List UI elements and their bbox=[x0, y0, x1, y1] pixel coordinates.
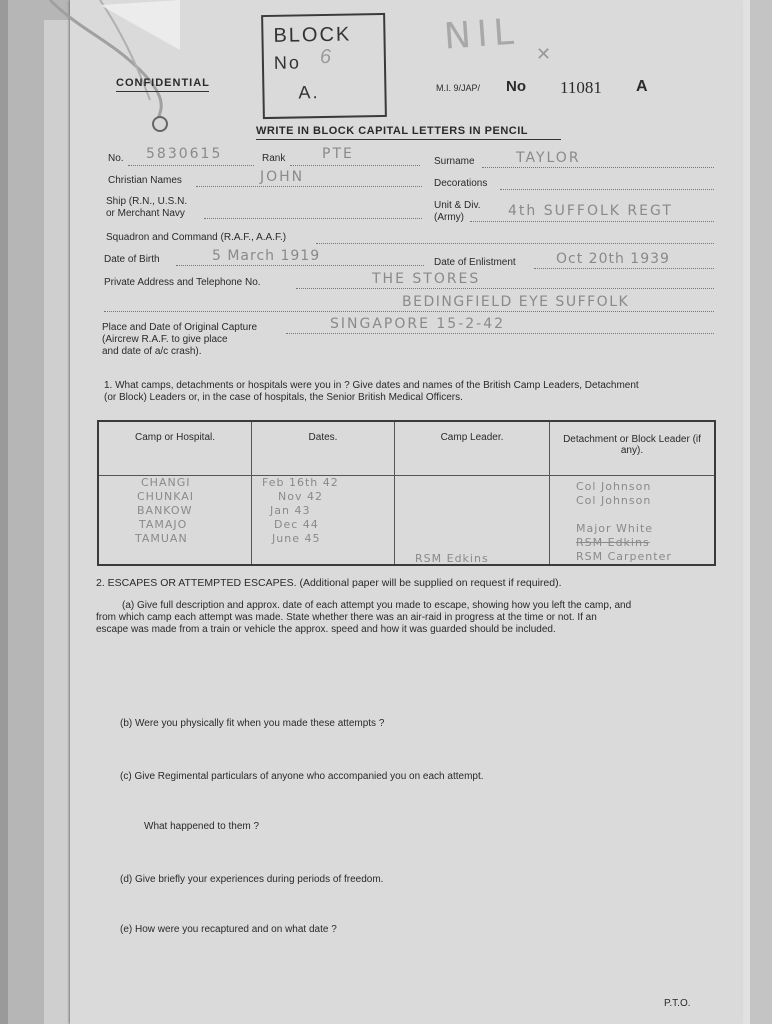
header-dates: Dates. bbox=[252, 421, 395, 476]
enlistment-label: Date of Enlistment bbox=[434, 257, 516, 268]
initials-mark: ✕ bbox=[536, 44, 554, 65]
enlistment-value: Oct 20th 1939 bbox=[556, 251, 670, 267]
question-2d: (d) Give briefly your experiences during periods of freedom. bbox=[120, 874, 384, 885]
stamp-no-text: No bbox=[273, 52, 302, 73]
camp-entry: TAMAJO bbox=[139, 518, 188, 531]
serial-no-symbol: No bbox=[506, 78, 526, 95]
unit-line bbox=[470, 221, 714, 222]
stamp-block-text: BLOCK bbox=[273, 23, 352, 47]
detachment-entry: RSM Carpenter bbox=[576, 550, 672, 563]
unit-label-1: Unit & Div. bbox=[434, 200, 481, 211]
serial-suffix: A bbox=[636, 78, 648, 95]
no-label: No. bbox=[108, 153, 124, 164]
surname-label: Surname bbox=[434, 156, 475, 167]
camps-table bbox=[97, 420, 716, 566]
dob-line bbox=[176, 265, 424, 266]
decorations-label: Decorations bbox=[434, 178, 488, 189]
camp-leader-entry: RSM Edkins bbox=[415, 552, 489, 565]
header-detachment-leader: Detachment or Block Leader (if any). bbox=[550, 421, 716, 476]
dates-cell bbox=[252, 476, 395, 566]
christian-names-line bbox=[196, 186, 422, 187]
detachment-entry: Major White bbox=[576, 522, 654, 535]
detachment-entry: Col Johnson bbox=[576, 480, 652, 493]
detachment-entry bbox=[576, 508, 714, 522]
rank-value: PTE bbox=[322, 146, 354, 162]
capture-label-2: (Aircrew R.A.F. to give place bbox=[102, 334, 228, 345]
rank-line bbox=[290, 165, 420, 166]
question-2a-line-2: from which camp each attempt was made. State whether there was an air-raid in progress at the time or not. If an bbox=[96, 612, 597, 623]
reference-label: M.I. 9/JAP/ bbox=[436, 83, 481, 93]
christian-names-label: Christian Names bbox=[108, 175, 182, 186]
nil-note: NIL bbox=[442, 11, 521, 58]
treasury-tag-icon bbox=[40, 0, 180, 140]
stamp-letter: A. bbox=[298, 82, 320, 103]
detachment-leader-cell bbox=[550, 476, 716, 566]
question-2c: (c) Give Regimental particulars of anyone who accompanied you on each attempt. bbox=[120, 771, 484, 782]
christian-names-value: JOHN bbox=[260, 169, 305, 185]
camp-entry: BANKOW bbox=[137, 504, 193, 517]
capture-label-3: and date of a/c crash). bbox=[102, 346, 202, 357]
address-label: Private Address and Telephone No. bbox=[104, 277, 261, 288]
camp-entry: TAMUAN bbox=[135, 532, 188, 545]
instruction-underline bbox=[256, 139, 561, 140]
question-2b: (b) Were you physically fit when you made these attempts ? bbox=[120, 718, 385, 729]
block-stamp bbox=[261, 13, 387, 119]
ship-label-1: Ship (R.N., U.S.N. bbox=[106, 196, 188, 207]
address-line-2 bbox=[104, 311, 714, 312]
question-1-line-2: (or Block) Leaders or, in the case of hospitals, the Senior British Medical Officers. bbox=[104, 392, 463, 403]
decorations-line bbox=[500, 189, 714, 190]
camp-entry: CHUNKAI bbox=[137, 490, 195, 503]
question-1-line-1: 1. What camps, detachments or hospitals were you in ? Give dates and names of the British Camp Leaders, Detachment bbox=[104, 380, 639, 391]
date-entry: Feb 16th 42 bbox=[262, 476, 339, 489]
ship-line bbox=[204, 218, 422, 219]
date-entry: Nov 42 bbox=[278, 490, 323, 503]
ship-label-2: or Merchant Navy bbox=[106, 208, 185, 219]
address-line-1 bbox=[296, 288, 714, 289]
pto-label: P.T.O. bbox=[664, 998, 691, 1009]
question-2a-line-1: (a) Give full description and approx. date of each attempt you made to escape, showing how you left the camp, and bbox=[122, 600, 632, 611]
camp-leader-cell bbox=[395, 476, 550, 566]
surname-line bbox=[482, 167, 714, 168]
question-2e: (e) How were you recaptured and on what date ? bbox=[120, 924, 337, 935]
camps-cell bbox=[98, 476, 252, 566]
unit-label-2: (Army) bbox=[434, 212, 464, 223]
dob-label: Date of Birth bbox=[104, 254, 160, 265]
no-value: 5830615 bbox=[146, 146, 223, 162]
question-2a-line-3: escape was made from a train or vehicle the approx. speed and how it was guarded should be included. bbox=[96, 624, 556, 635]
dob-value: 5 March 1919 bbox=[212, 248, 321, 264]
question-2-title: 2. ESCAPES OR ATTEMPTED ESCAPES. (Additional paper will be supplied on request if required). bbox=[96, 577, 562, 589]
header-camp-leader: Camp Leader. bbox=[395, 421, 550, 476]
rank-label: Rank bbox=[262, 153, 286, 164]
detachment-entry: Col Johnson bbox=[576, 494, 652, 507]
classification-underline bbox=[116, 91, 209, 92]
capture-line bbox=[286, 333, 714, 334]
date-entry: Jan 43 bbox=[270, 504, 311, 517]
camp-entry: CHANGI bbox=[141, 476, 191, 489]
serial-number: 11081 bbox=[560, 78, 602, 97]
enlistment-line bbox=[534, 268, 714, 269]
stamp-number: 6 bbox=[319, 45, 334, 69]
no-line bbox=[128, 165, 254, 166]
classification-label: CONFIDENTIAL bbox=[116, 77, 210, 89]
capture-value: SINGAPORE 15-2-42 bbox=[330, 316, 506, 332]
detachment-entry: RSM Edkins bbox=[576, 536, 650, 549]
date-entry: June 45 bbox=[272, 532, 321, 545]
unit-value: 4th SUFFOLK REGT bbox=[508, 203, 673, 219]
address-value-1: THE STORES bbox=[372, 271, 481, 287]
date-entry: Dec 44 bbox=[274, 518, 319, 531]
header-camp: Camp or Hospital. bbox=[98, 421, 252, 476]
question-2c-followup: What happened to them ? bbox=[144, 821, 260, 832]
capture-label-1: Place and Date of Original Capture bbox=[102, 322, 258, 333]
instruction-heading: WRITE IN BLOCK CAPITAL LETTERS IN PENCIL bbox=[256, 125, 528, 137]
address-value-2: BEDINGFIELD EYE SUFFOLK bbox=[402, 294, 630, 310]
squadron-line bbox=[316, 243, 714, 244]
surname-value: TAYLOR bbox=[516, 150, 581, 166]
squadron-label: Squadron and Command (R.A.F., A.A.F.) bbox=[106, 232, 287, 243]
